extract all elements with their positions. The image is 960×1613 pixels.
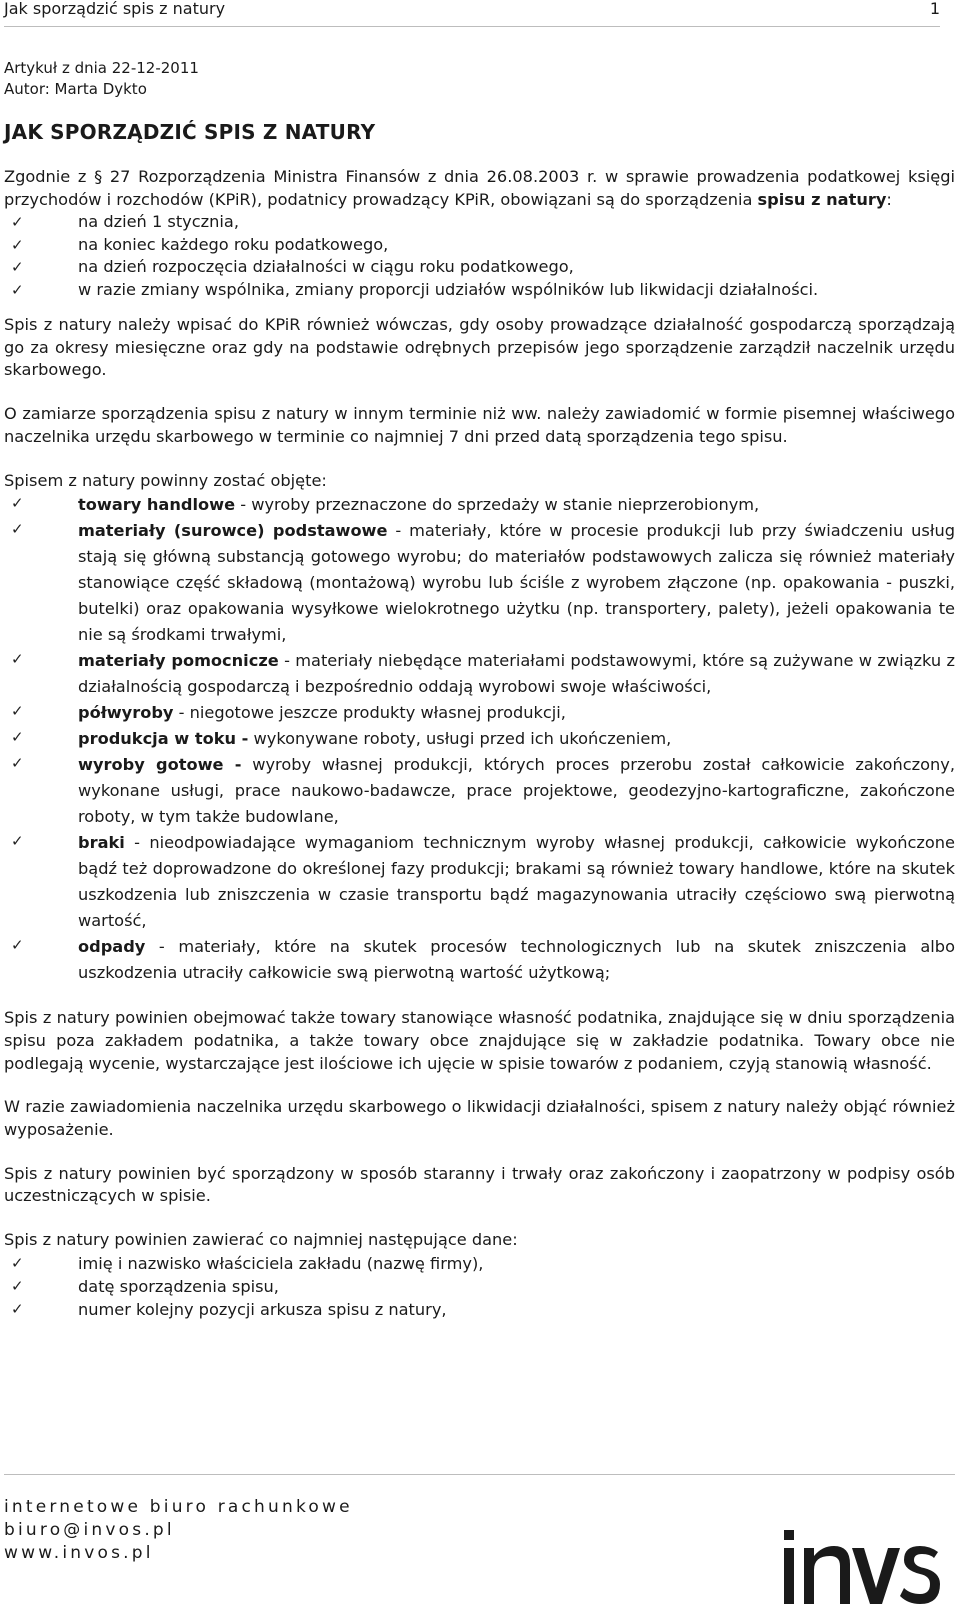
- list-item: [4, 211, 955, 233]
- list-item: [4, 256, 955, 278]
- footer-divider: [4, 1474, 955, 1475]
- header-title: Jak sporządzić spis z natury: [4, 0, 226, 18]
- list-item: [4, 830, 955, 934]
- list-item-term: półwyroby: [78, 703, 174, 723]
- check-icon: ✓: [11, 832, 24, 851]
- article-author: Autor: Marta Dykto: [4, 80, 147, 98]
- list-item-term: wyroby gotowe -: [78, 755, 242, 775]
- footer-website: www.invos.pl: [4, 1542, 154, 1563]
- paragraph-ownership: Spis z natury powinien obejmować także towary stanowiące własność podatnika, znajdujące się w dniu sporządzenia spisu poza zakładem podatnika, a także towary obce znajdujące się w zakładzie podatnika. Towary obce nie podlegają wycenie, wystarczające jest ilościowe ich ujęcie w spisie towarów z podaniem, czyją stanowią własność.: [4, 1008, 955, 1073]
- footer: [4, 1496, 353, 1564]
- list-item: [4, 492, 955, 518]
- list-item-text: - materiały, które na skutek procesów technologicznych lub na skutek zniszczenia albo uszkodzenia utraciły całkowicie swą pierwotną wartość użytkową;: [78, 937, 955, 983]
- running-header: [4, 0, 940, 27]
- check-icon: ✓: [11, 1299, 24, 1318]
- list-item-term: braki: [78, 833, 125, 853]
- scope-list: [4, 492, 955, 986]
- list-item-term: towary handlowe: [78, 495, 236, 515]
- dates-list: [4, 211, 955, 301]
- list-item-text: wykonywane roboty, usługi przed ich ukończeniem,: [248, 729, 672, 749]
- list-item-text: imię i nazwisko właściciela zakładu (nazwę firmy),: [78, 1253, 484, 1273]
- footer-tagline: internetowe biuro rachunkowe: [4, 1497, 353, 1517]
- list-item-text: - niegotowe jeszcze produkty własnej produkcji,: [173, 703, 566, 723]
- list-item-text: - materiały niebędące materiałami podstawowymi, które są zużywane w związku z działalnością gospodarczą i bezpośrednio oddają wyrobowi swoje właściwości,: [78, 651, 955, 697]
- list-item: [4, 518, 955, 648]
- list-item-text: numer kolejny pozycji arkusza spisu z natury,: [78, 1299, 447, 1319]
- list-item: [4, 934, 955, 986]
- check-icon: ✓: [11, 520, 24, 539]
- check-icon: ✓: [11, 494, 24, 513]
- check-icon: ✓: [11, 213, 24, 232]
- footer-email: biuro@invos.pl: [4, 1519, 175, 1540]
- list-item: [4, 752, 955, 830]
- check-icon: ✓: [11, 650, 24, 669]
- list-item: [4, 726, 955, 752]
- list-item-text: wyroby własnej produkcji, których proces przerobu został całkowicie zakończony, wykonane usługi, prace naukowo-badawcze, prace projektowe, geodezyjno-kartograficzne, zakończone roboty, w tym także budowlane,: [78, 755, 955, 827]
- list-item-text: na dzień rozpoczęcia działalności w ciągu roku podatkowego,: [78, 257, 574, 277]
- intro-colon: :: [886, 189, 892, 209]
- check-icon: ✓: [11, 702, 24, 721]
- check-icon: ✓: [11, 235, 24, 254]
- check-icon: ✓: [11, 1276, 24, 1295]
- invos-logo: [780, 1508, 940, 1608]
- list-item: [4, 279, 955, 301]
- document-title: JAK SPORZĄDZIĆ SPIS Z NATURY: [4, 120, 376, 144]
- list-item: [4, 648, 955, 700]
- list-item: [4, 234, 955, 256]
- intro-text: Zgodnie z § 27 Rozporządzenia Ministra Finansów z dnia 26.08.2003 r. w sprawie prowadzenia podatkowej księgi przychodów i rozchodów (KPiR), podatnicy prowadzący KPiR, obowiązani są do sporządzenia: [4, 167, 955, 209]
- list-item-text: - wyroby przeznaczone do sprzedaży w stanie nieprzerobionym,: [235, 495, 760, 515]
- list-item-term: produkcja w toku -: [78, 729, 249, 749]
- check-icon: ✓: [11, 1253, 24, 1272]
- list-item: [4, 1275, 955, 1298]
- list-item-text: - nieodpowiadające wymaganiom technicznym wyroby własnej produkcji, całkowicie wykończone bądź też doprowadzone do określonej fazy produkcji; brakami są również towary handlowe, które na skutek uszkodzenia lub zniszczenia w czasie transportu bądź magazynowania utraciły częściowo swą pierwotną wartość,: [78, 833, 955, 931]
- list-item-term: materiały pomocnicze: [78, 651, 279, 671]
- paragraph-scope: Spisem z natury powinny zostać objęte:: [4, 470, 327, 490]
- paragraph-notice: O zamiarze sporządzenia spisu z natury w innym terminie niż ww. należy zawiadomić w formie pisemnej właściwego naczelnika urzędu skarbowego w terminie co najmniej 7 dni przed datą sporządzenia tego spisu.: [4, 404, 955, 446]
- paragraph-kpir: Spis z natury należy wpisać do KPiR również wówczas, gdy osoby prowadzące działalność gospodarczą sporządzają go za okresy miesięczne oraz gdy na podstawie odrębnych przepisów jego sporządzenie zarządził naczelnik urzędu skarbowego.: [4, 315, 955, 380]
- check-icon: ✓: [11, 936, 24, 955]
- article-date: Artykuł z dnia 22-12-2011: [4, 59, 199, 77]
- list-item-term: materiały (surowce) podstawowe: [78, 521, 388, 541]
- article-meta: [4, 58, 199, 100]
- check-icon: ✓: [11, 728, 24, 747]
- list-item: [4, 1298, 955, 1321]
- page-number: 1: [929, 0, 940, 18]
- check-icon: ✓: [11, 280, 24, 299]
- paragraph-careful: Spis z natury powinien być sporządzony w sposób staranny i trwały oraz zakończony i zaopatrzony w podpisy osób uczestniczących w spisie.: [4, 1163, 955, 1206]
- paragraph-contents: Spis z natury powinien zawierać co najmniej następujące dane:: [4, 1230, 518, 1250]
- list-item: [4, 700, 955, 726]
- list-item-text: w razie zmiany wspólnika, zmiany proporcji udziałów wspólników lub likwidacji działalności.: [78, 279, 819, 299]
- list-item-text: datę sporządzenia spisu,: [78, 1276, 279, 1296]
- check-icon: ✓: [11, 754, 24, 773]
- document-body: [4, 166, 955, 1321]
- paragraph-liquidation: W razie zawiadomienia naczelnika urzędu skarbowego o likwidacji działalności, spisem z natury należy objąć również wyposażenie.: [4, 1097, 955, 1140]
- contents-list: [4, 1252, 955, 1321]
- check-icon: ✓: [11, 258, 24, 277]
- intro-paragraph: [4, 166, 955, 211]
- intro-bold: spisu z natury: [757, 189, 887, 209]
- list-item-text: - materiały, które w procesie produkcji lub przy świadczeniu usług stają się główną substancją gotowego wyrobu; do materiałów podstawowych zalicza się również materiały stanowiące część składową (montażową) wyrobu lub ściśle z wyrobem złączone (np. opakowania - puszki, butelki) oraz opakowania wysyłkowe wielokrotnego użytku (np. transportery, palety), jeżeli opakowania te nie są środkami trwałymi,: [78, 521, 955, 645]
- list-item: [4, 1252, 955, 1275]
- list-item-text: na koniec każdego roku podatkowego,: [78, 234, 389, 254]
- list-item-text: na dzień 1 stycznia,: [78, 212, 239, 232]
- list-item-term: odpady: [78, 937, 146, 957]
